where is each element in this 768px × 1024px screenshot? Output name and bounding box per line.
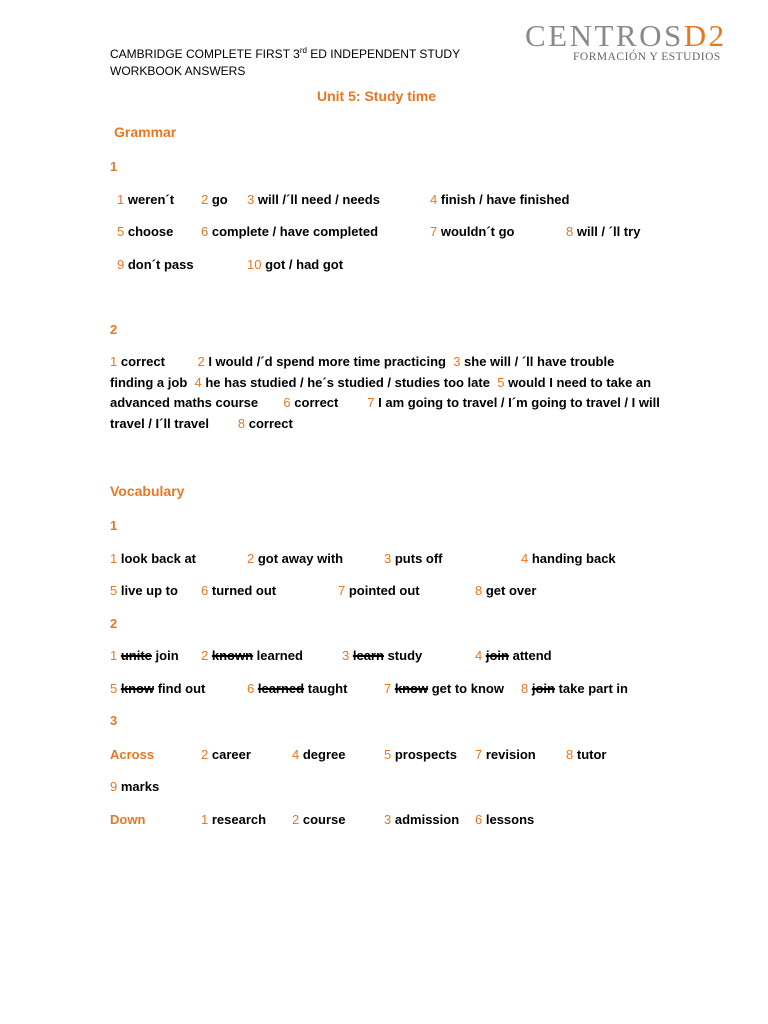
logo-d2: D2 <box>683 18 727 53</box>
across-label: Across <box>110 747 155 762</box>
vocabulary-ex2-number: 2 <box>110 616 118 631</box>
list-item: 8 join take part in <box>521 681 628 696</box>
list-item: 5 know find out <box>110 681 206 696</box>
list-item: 1 weren´t <box>117 192 175 207</box>
list-item: 7 know get to know <box>384 681 504 696</box>
list-item: 6 lessons <box>475 812 535 827</box>
logo-tagline: FORMACIÓN Y ESTUDIOS <box>573 51 721 63</box>
vocabulary-ex1-number: 1 <box>110 518 118 533</box>
vocabulary-heading: Vocabulary <box>110 483 185 499</box>
grammar-ex2-number: 2 <box>110 322 118 337</box>
list-item: 1 research <box>201 812 267 827</box>
list-item: 1 look back at <box>110 551 196 566</box>
list-item: 4 join attend <box>475 648 552 663</box>
list-item: 8 get over <box>475 583 537 598</box>
page-title: Unit 5: Study time <box>317 88 437 104</box>
list-item: 7 revision <box>475 747 536 762</box>
list-item: 1 unite join <box>110 648 179 663</box>
list-item: 5 prospects <box>384 747 457 762</box>
list-item: 2 known learned <box>201 648 303 663</box>
vocabulary-ex3-number: 3 <box>110 713 118 728</box>
header-line-1: CAMBRIDGE COMPLETE FIRST 3rd ED INDEPENDENT STUDY <box>110 46 461 61</box>
list-item: 6 complete / have completed <box>201 224 379 239</box>
list-item: 2 course <box>292 812 346 827</box>
list-item: 7 wouldn´t go <box>430 224 515 239</box>
list-item: 3 learn study <box>342 648 423 663</box>
logo-wordmark: CENTROS <box>525 18 684 53</box>
list-item: 7 pointed out <box>338 583 420 598</box>
centros-d2-logo <box>525 18 727 63</box>
list-item: 5 choose <box>117 224 174 239</box>
grammar-ex1-number: 1 <box>110 159 118 174</box>
document-header <box>110 42 460 80</box>
list-item: 9 marks <box>110 779 160 794</box>
list-item: 8 tutor <box>566 747 607 762</box>
list-item: 4 finish / have finished <box>430 192 570 207</box>
list-item: 10 got / had got <box>247 257 344 272</box>
grammar-heading: Grammar <box>114 124 177 140</box>
list-item: 8 will / ´ll try <box>566 224 641 239</box>
list-item: 4 degree <box>292 747 346 762</box>
list-item: 6 turned out <box>201 583 277 598</box>
list-item: 2 got away with <box>247 551 344 566</box>
list-item: 2 go <box>201 192 228 207</box>
list-item: 9 don´t pass <box>117 257 194 272</box>
list-item: 5 live up to <box>110 583 178 598</box>
down-label: Down <box>110 812 146 827</box>
list-item: 6 learned taught <box>247 681 348 696</box>
grammar-ex2-answers: 1 correct 2 I would /´d spend more time practicing 3 she will / ´ll have trouble finding a job 4 he has studied / he´s studied / studies too late 5 would I need to take an advanced maths course 6 correct 7 I am going to travel / I´m going to travel / I will travel / I´ll travel 8 correct <box>110 354 660 431</box>
list-item: 4 handing back <box>521 551 616 566</box>
list-item: 3 admission <box>384 812 460 827</box>
list-item: 3 will /´ll need / needs <box>247 192 380 207</box>
list-item: 3 puts off <box>384 551 443 566</box>
header-line-2: WORKBOOK ANSWERS <box>110 64 246 78</box>
list-item: 2 career <box>201 747 251 762</box>
